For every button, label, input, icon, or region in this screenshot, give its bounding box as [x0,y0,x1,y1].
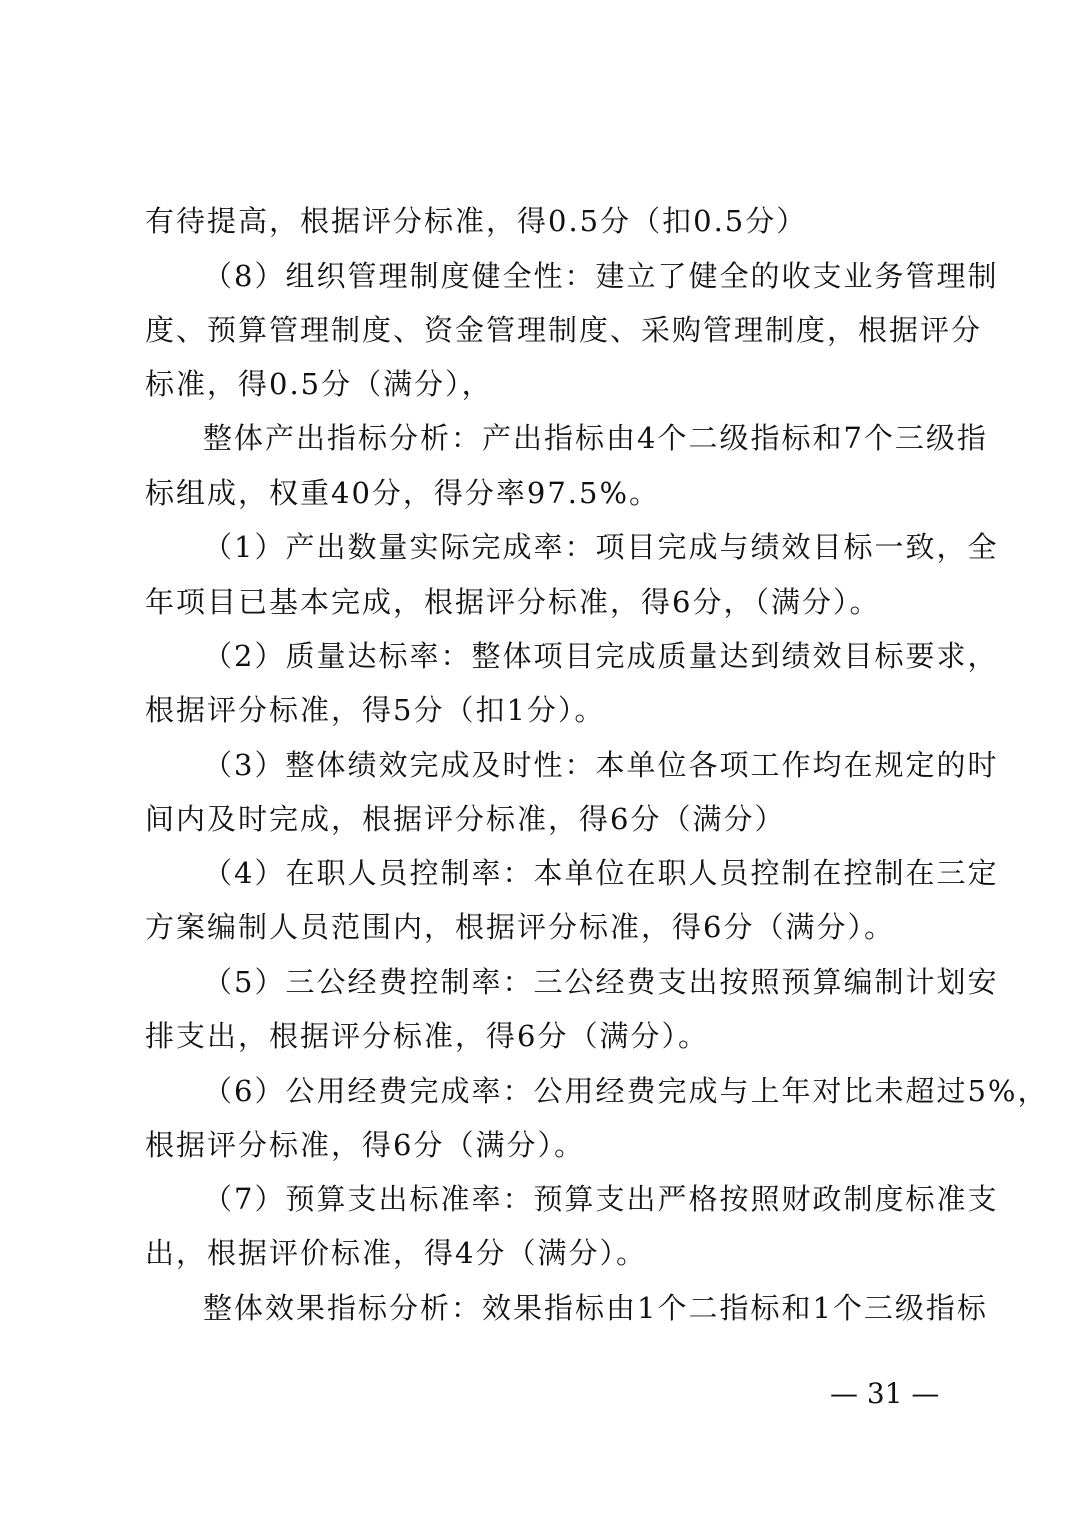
text-line-9: （2）质量达标率：整体项目完成质量达到绩效目标要求， [203,639,999,673]
text-line-15: （5）三公经费控制率：三公经费支出按照预算编制计划安 [203,965,999,999]
text-line-1: 有待提高，根据评分标准，得0.5分（扣0.5分） [145,204,808,238]
text-line-18: 根据评分标准，得6分（满分）。 [145,1128,585,1162]
text-line-20: 出，根据评价标准，得4分（满分）。 [145,1236,647,1270]
text-line-21: 整体效果指标分析：效果指标由1个二指标和1个三级指标 [203,1291,988,1325]
text-line-12: 间内及时完成，根据评分标准，得6分（满分） [145,802,786,836]
text-line-3: 度、预算管理制度、资金管理制度、采购管理制度，根据评分 [145,313,983,347]
text-line-17: （6）公用经费完成率：公用经费完成与上年对比未超过5%， [203,1074,1049,1108]
text-line-13: （4）在职人员控制率：本单位在职人员控制在控制在三定 [203,856,999,890]
text-line-10: 根据评分标准，得5分（扣1分）。 [145,693,606,727]
text-line-16: 排支出，根据评分标准，得6分（满分）。 [145,1019,709,1053]
text-line-5: 整体产出指标分析：产出指标由4个二级指标和7个三级指 [203,421,988,455]
text-line-6: 标组成，权重40分，得分率97.5%。 [145,476,661,510]
text-line-14: 方案编制人员范围内，根据评分标准，得6分（满分）。 [145,910,895,944]
text-line-8: 年项目已基本完成，根据评分标准，得6分，（满分）。 [145,585,881,619]
text-line-4: 标准，得0.5分（满分）， [145,367,493,401]
text-line-7: （1）产出数量实际完成率：项目完成与绩效目标一致，全 [203,530,999,564]
text-line-19: （7）预算支出标准率：预算支出严格按照财政制度标准支 [203,1182,999,1216]
text-line-2: （8）组织管理制度健全性：建立了健全的收支业务管理制 [203,259,999,293]
page-number: — 31 — [830,1377,940,1410]
text-line-11: （3）整体绩效完成及时性：本单位各项工作均在规定的时 [203,748,999,782]
